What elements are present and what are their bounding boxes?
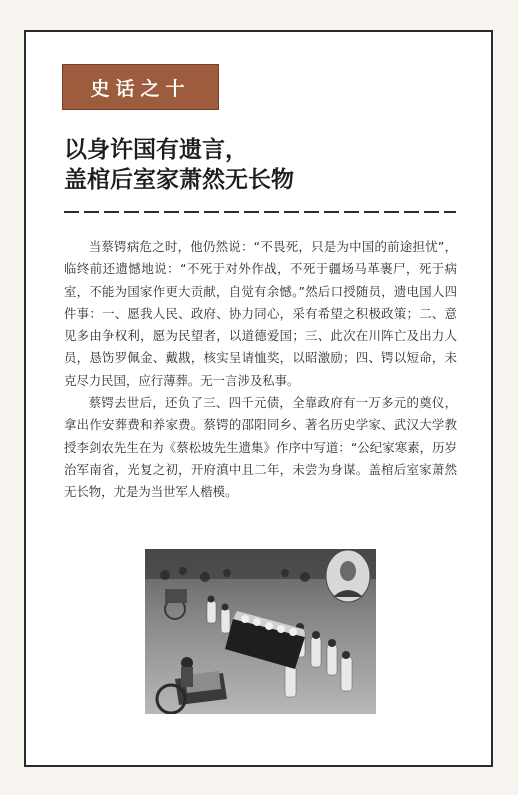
title-line-1: 以身许国有遗言， — [64, 136, 248, 163]
historical-funeral-photo — [145, 549, 376, 714]
section-tag: 史话之十 — [62, 64, 219, 110]
paragraph-2: 蔡锷去世后，还负了三、四千元债，全靠政府有一万多元的奠仪，拿出作安葬费和养家费。蔡锷的邵阳同乡、著名历史学家、武汉大学教授李剑农先生在为《蔡松坡先生遗集》作序中写道：“公纪家寒素，历岁治军南省，光复之初，开府滇中且二年，未尝为身谋。盖棺后室家萧然无长物，尤是为当世军人楷模。 — [64, 395, 457, 500]
article-title — [64, 135, 464, 195]
page-frame — [24, 30, 493, 767]
paragraph-1: 当蔡锷病危之时，他仍然说：“不畏死，只是为中国的前途担忧”，临终前还遗憾地说：“不死于对外作战，不死于疆场马革裹尸，死于病室，不能为国家作更大贡献，自觉有余憾。”然后口授随员，遗电国人四件事：一、愿我人民、政府、协力同心，采有希望之积极政策；二、意见多由争权利，愿为民望者，以道德爱国；三、此次在川阵亡及出力人员，恳饬罗佩金、戴戡，核实呈请恤奖，以昭激励；四、锷以短命，未克尽力民国，应行薄葬。无一言涉及私事。 — [64, 239, 457, 388]
title-divider — [64, 211, 456, 213]
article-body — [64, 236, 457, 504]
title-line-2: 盖棺后室家萧然无长物 — [64, 166, 294, 193]
